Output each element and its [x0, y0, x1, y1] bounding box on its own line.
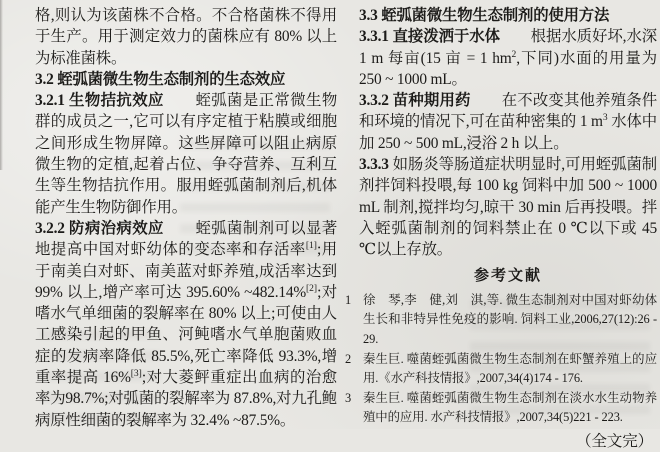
- end-note: [359, 431, 657, 452]
- reference-item-2: [345, 350, 657, 389]
- superscript-ref: [2]: [305, 282, 318, 294]
- section-heading-3-3: [359, 5, 657, 26]
- superscript-ref: [3]: [130, 367, 142, 379]
- reference-text: [363, 389, 657, 428]
- bold-label: 3.3.1 直接泼洒于水体: [359, 28, 500, 46]
- text-segment: [471, 92, 502, 109]
- text-segment: 蛭弧菌制剂可以显著地提高中国对虾幼体的变态率和存活率: [35, 219, 338, 259]
- reference-number: 1: [345, 292, 352, 307]
- superscript-ref: 3: [602, 112, 608, 124]
- references-header: [359, 266, 657, 287]
- text-segment: ;用于南美白对虾、南美蓝对虾养殖,成活率达到 99% 以上,增产率可达 395.60% ~482.14%: [35, 241, 337, 301]
- text-segment: ;对大菱鲆重症出血病的治愈率为98.7%;对弧菌的裂解率为 87.8%,对九孔鲍病原性细菌的裂解率为 32.4% ~87.5%。: [35, 369, 337, 429]
- section-heading-3-2: [35, 69, 337, 90]
- text-segment: 水体中加 250 ~ 500 mL,浸浴 2 h 以上。: [359, 113, 657, 152]
- body-paragraph-3-3-2: [359, 90, 657, 154]
- body-paragraph-3-3-3: [359, 154, 657, 260]
- text-segment: 在不改变其他养殖条件和环境的情况下,可在苗种密集的 1 m: [359, 92, 657, 131]
- text-segment: （全文完）: [576, 433, 653, 451]
- text-segment: 格,则认为该菌株不合格。不合格菌株不得用于生产。用于测定效力的菌株应有 80% 以上为标准菌株。: [35, 7, 337, 67]
- body-paragraph-3-2-1: [35, 90, 337, 218]
- text-segment: [164, 220, 196, 237]
- bold-label: 3.2.2 防病治病效应: [35, 219, 164, 237]
- text-segment: 如肠炎等肠道症状明显时,可用蛭弧菌制剂拌饲料投喂,每 100 kg 饲料中加 500 ~ 1000 mL 制剂,搅拌均匀,晾干 30 min 后再投喂。拌入蛭弧菌制剂的饲料禁止在 0 ℃以下或 45 ℃以上存放。: [359, 156, 657, 259]
- body-paragraph-3-2-2: [35, 218, 337, 431]
- superscript-ref: 2: [511, 48, 517, 60]
- left-column: [35, 5, 337, 431]
- reference-number: 3: [345, 390, 352, 405]
- reference-item-3: [345, 389, 657, 428]
- text-segment: 徐 琴,李 健,刘 淇,等. 微生态制剂对中国对虾幼体生长和非特异性免疫的影响. 饲料工业,2006,27(12):26 - 29.: [363, 292, 657, 347]
- text-segment: 秦生巨. 噬菌蛭弧菌微生物生态制剂在淡水水生动物养殖中的应用. 水产科技情报》,2007,34(5)221 - 223.: [363, 390, 657, 425]
- bold-label: 3.3.3: [359, 156, 389, 174]
- bold-label: 3.2 蛭弧菌微生物生态制剂的生态效应: [35, 70, 286, 88]
- scan-edge-artifact: [0, 0, 3, 170]
- bold-label: 3.3.2 苗种期用药: [359, 92, 471, 110]
- bold-label: 参考文献: [473, 267, 542, 284]
- text-segment: [500, 28, 531, 45]
- superscript-ref: [1]: [305, 240, 317, 252]
- text-segment: 秦生巨. 噬菌蛭弧菌微生物生态制剂在虾蟹养殖上的应用.《水产科技情报》,2007,34(4)174 - 176.: [363, 351, 657, 386]
- bold-label: 3.2.1 生物拮抗效应: [35, 92, 164, 110]
- text-segment: ,下同)水面的用量为 250 ~ 1000 mL。: [359, 49, 657, 88]
- reference-item-1: [345, 291, 657, 350]
- text-segment: ;对嗜水气单细菌的裂解率在 80% 以上;可使由人工感染引起的甲鱼、河鲀嗜水气单胞菌败血症的发病率降低 85.5%,死亡率降低 93.3%,增重率提高 16%: [35, 283, 337, 387]
- text-segment: [164, 92, 196, 109]
- reference-text: [363, 350, 657, 389]
- body-paragraph: [35, 5, 337, 69]
- reference-text: [363, 291, 657, 350]
- reference-number: 2: [345, 351, 352, 366]
- right-column: [345, 5, 657, 452]
- text-segment: 根据水质好坏,水深 1 m 每亩(15 亩 = 1 hm: [359, 28, 657, 67]
- body-paragraph-3-3-1: [359, 26, 657, 90]
- text-segment: 蛭弧菌是正常微生物群的成员之一,它可以有序定植于粘膜或细胞之间形成生物屏障。这些屏障可以阻止病原微生物的定植,起着占位、争夺营养、互利互生等生物拮抗作用。服用蛭弧菌制剂后,机体能产生生物防御作用。: [35, 92, 338, 216]
- bold-label: 3.3 蛭弧菌微生物生态制剂的使用方法: [359, 7, 610, 24]
